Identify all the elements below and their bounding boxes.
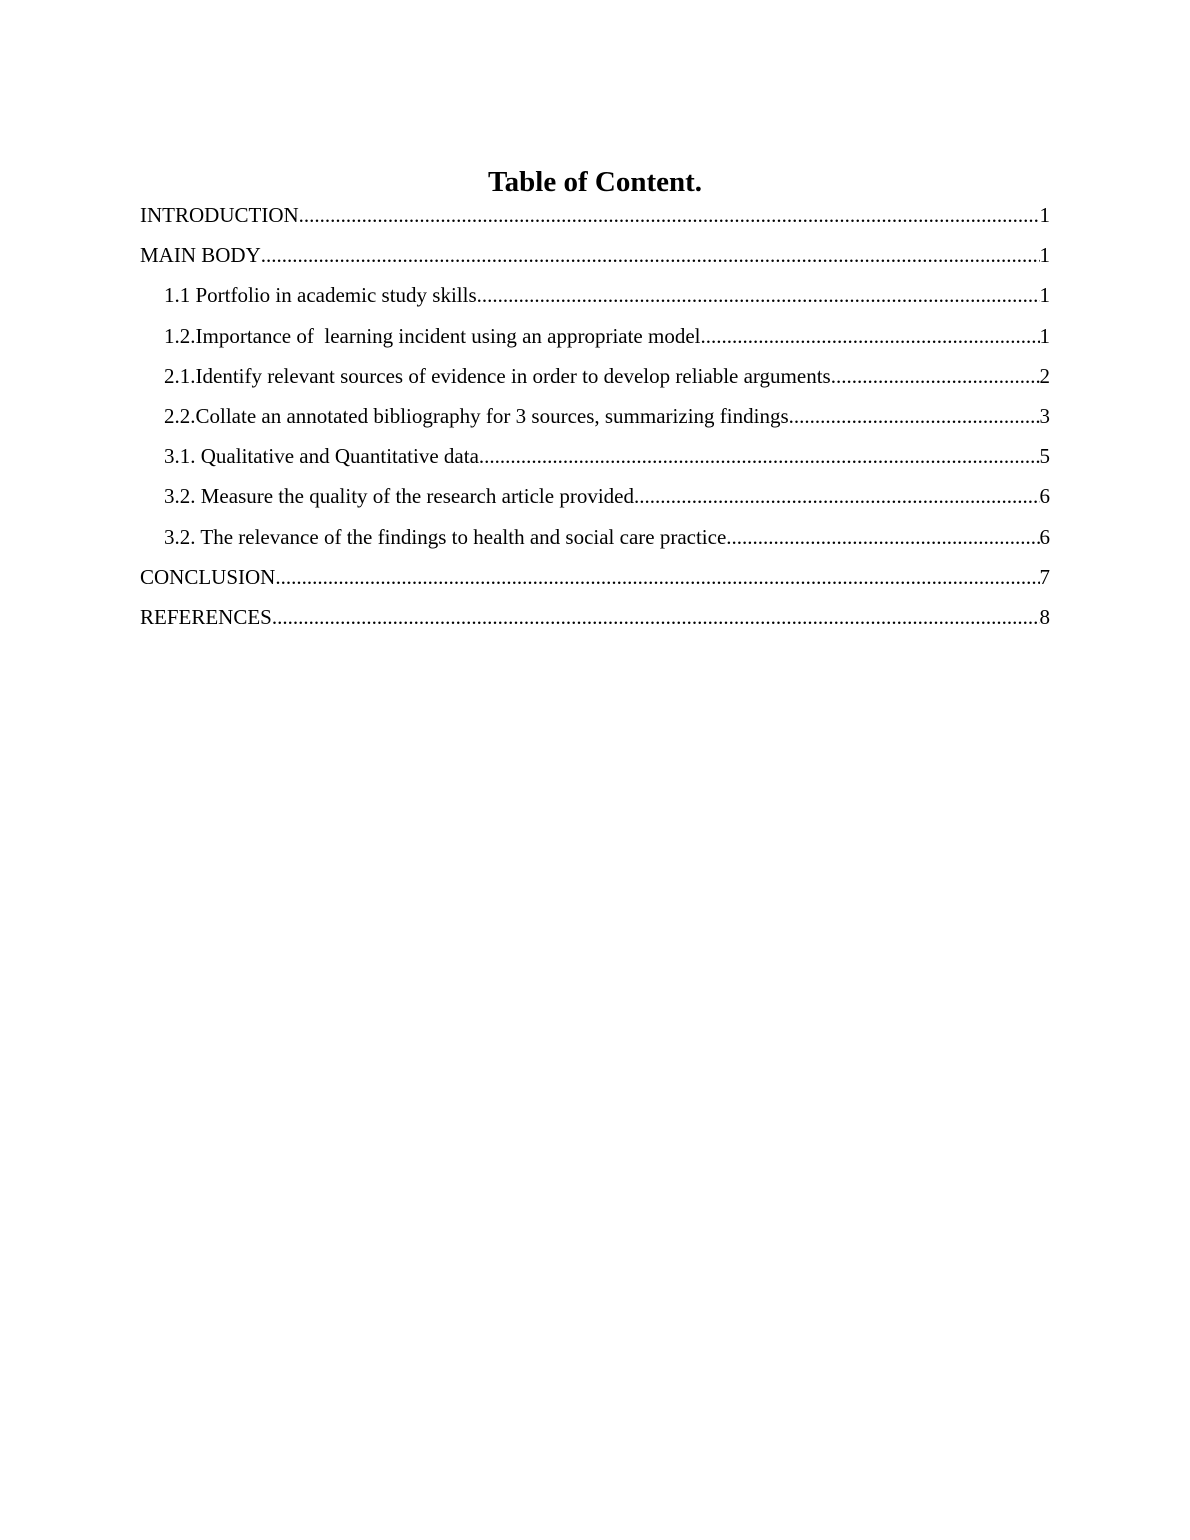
toc-entry-text: CONCLUSION xyxy=(140,564,276,589)
toc-entry-3-2-relevance[interactable] xyxy=(140,522,1050,562)
toc-leader-dots xyxy=(789,401,1040,431)
toc-entry-text: 2.2.Collate an annotated bibliography for 3 sources, summarizing findings xyxy=(164,403,789,428)
toc-entry-page-number: 2 xyxy=(1039,363,1050,388)
toc-entry-text: 3.1. Qualitative and Quantitative data xyxy=(164,444,479,469)
toc-entry-text: 1.2.Importance of learning incident using an appropriate model xyxy=(164,323,701,348)
toc-leader-dots xyxy=(634,481,1040,511)
toc-entry-2-2[interactable] xyxy=(140,401,1050,441)
toc-entry-3-2-quality[interactable] xyxy=(140,481,1050,521)
toc-entry-page-number: 7 xyxy=(1039,564,1050,589)
toc-entry-text: INTRODUCTION xyxy=(140,203,299,227)
toc-list xyxy=(140,200,1050,642)
toc-entry-page-number: 1 xyxy=(1039,203,1050,227)
toc-leader-dots xyxy=(477,280,1040,310)
toc-leader-dots xyxy=(701,321,1040,351)
toc-leader-dots xyxy=(479,441,1040,471)
toc-entry-main-body[interactable] xyxy=(140,240,1050,280)
toc-entry-text: REFERENCES xyxy=(140,604,272,629)
toc-leader-dots xyxy=(299,200,1040,230)
toc-leader-dots xyxy=(261,240,1040,270)
toc-leader-dots xyxy=(726,522,1039,552)
toc-entry-1-1[interactable] xyxy=(140,280,1050,320)
toc-entry-text: 3.2. Measure the quality of the research article provided xyxy=(164,484,634,509)
toc-entry-text: 3.2. The relevance of the findings to health and social care practice xyxy=(164,524,727,549)
toc-leader-dots xyxy=(275,562,1039,592)
toc-entry-page-number: 6 xyxy=(1039,524,1050,549)
toc-leader-dots xyxy=(272,602,1040,632)
toc-entry-page-number: 8 xyxy=(1039,604,1050,629)
toc-entry-page-number: 1 xyxy=(1039,323,1050,348)
toc-entry-2-1[interactable] xyxy=(140,361,1050,401)
toc-entry-introduction[interactable] xyxy=(140,200,1050,240)
toc-title: Table of Content. xyxy=(487,166,703,198)
toc-entry-conclusion[interactable] xyxy=(140,562,1050,602)
toc-entry-references[interactable] xyxy=(140,602,1050,642)
toc-entry-page-number: 1 xyxy=(1039,283,1050,308)
toc-leader-dots xyxy=(831,361,1040,391)
toc-entry-1-2[interactable] xyxy=(140,321,1050,361)
toc-entry-page-number: 1 xyxy=(1039,243,1050,268)
toc-entry-page-number: 6 xyxy=(1039,484,1050,509)
toc-entry-3-1[interactable] xyxy=(140,441,1050,481)
toc-entry-page-number: 5 xyxy=(1039,444,1050,469)
toc-entry-text: MAIN BODY xyxy=(140,243,261,268)
toc-entry-text: 2.1.Identify relevant sources of evidence in order to develop reliable arguments xyxy=(164,363,831,388)
toc-entry-page-number: 3 xyxy=(1039,403,1050,428)
toc-entry-text: 1.1 Portfolio in academic study skills xyxy=(164,283,477,308)
